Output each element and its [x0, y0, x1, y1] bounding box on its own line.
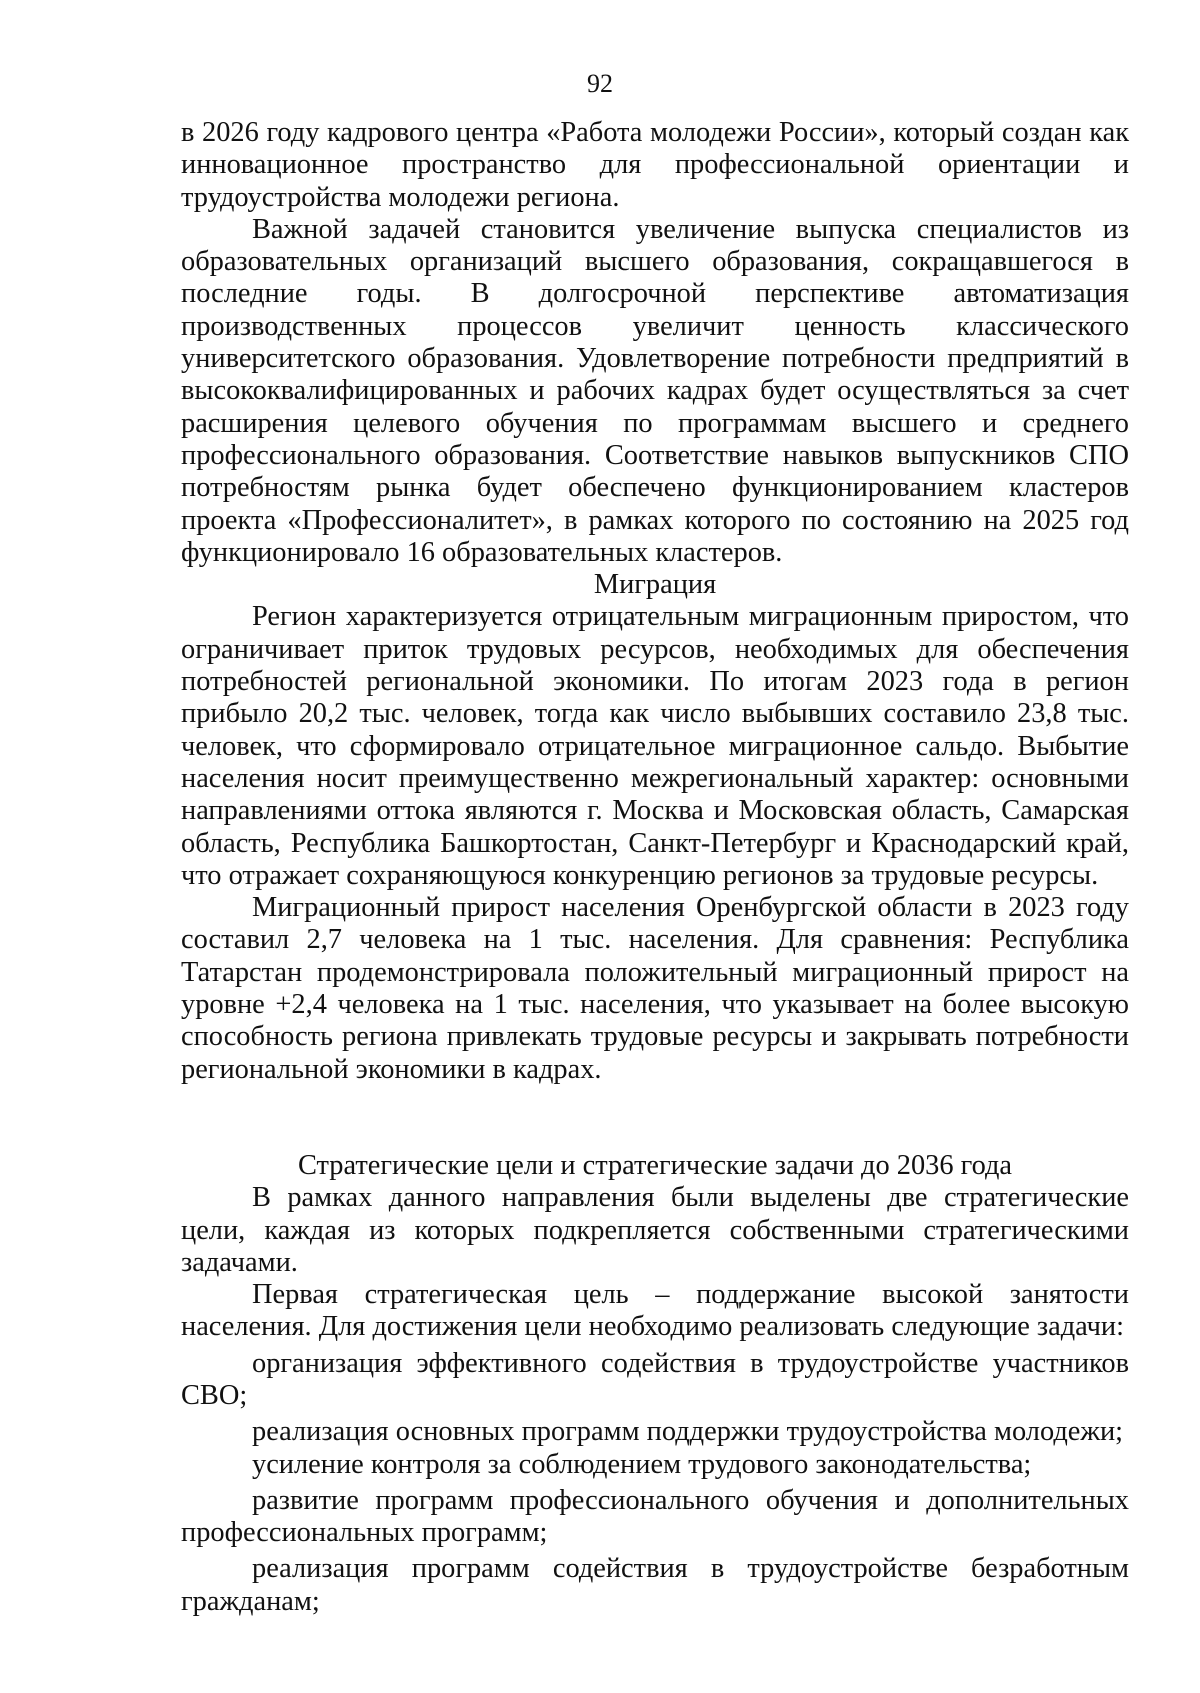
heading-strategic-goals: Стратегические цели и стратегические задачи до 2036 года	[297, 1149, 1013, 1181]
paragraph-graduates: Важной задачей становится увеличение выпуска специалистов из образовательных организаций высшего образования, сокращавшегося в последние годы. В долгосрочной перспективе автоматизация производственных процессов увеличит ценность классического университетского образования. Удовлетворение потребности предприятий в высококвалифицированных и рабочих кадрах будет осуществляться за счет расширения целевого обучения по программам высшего и среднего профессионального образования. Соответствие навыков выпускников СПО потребностям рынка будет обеспечено функционированием кластеров проекта «Профессионалитет», в рамках которого по состоянию на 2025 год функционировало 16 образовательных кластеров.	[181, 213, 1129, 568]
paragraph-migration-comparison: Миграционный прирост населения Оренбургской области в 2023 году составил 2,7 человека на 1 тыс. населения. Для сравнения: Республика Татарстан продемонстрировала положительный миграционный прирост на уровне +2,4 человека на 1 тыс. населения, что указывает на более высокую способность региона привлекать трудовые ресурсы и закрывать потребности региональной экономики в кадрах.	[181, 892, 1129, 1085]
page-number: 92	[587, 69, 613, 98]
task-list-item: организация эффективного содействия в трудоустройстве участников СВО;	[181, 1347, 1129, 1411]
paragraph-continuation: в 2026 году кадрового центра «Работа молодежи России», который создан как инновационное пространство для профессиональной ориентации и трудоустройства молодежи региона.	[181, 117, 1129, 213]
task-list-item: реализация основных программ поддержки трудоустройства молодежи;	[252, 1416, 1124, 1448]
task-list-item: реализация программ содействия в трудоустройстве безработным гражданам;	[181, 1553, 1129, 1617]
task-list-item: развитие программ профессионального обучения и дополнительных профессиональных программ;	[181, 1484, 1129, 1549]
paragraph-first-goal: Первая стратегическая цель – поддержание высокой занятости населения. Для достижения цели необходимо реализовать следующие задачи:	[181, 1279, 1129, 1343]
paragraph-migration-balance: Регион характеризуется отрицательным миграционным приростом, что ограничивает приток трудовых ресурсов, необходимых для обеспечения потребностей региональной экономики. По итогам 2023 года в регион прибыло 20,2 тыс. человек, тогда как число выбывших составило 23,8 тыс. человек, что сформировало отрицательное миграционное сальдо. Выбытие населения носит преимущественно межрегиональный характер: основными направлениями оттока являются г. Москва и Московская область, Самарская область, Республика Башкортостан, Санкт-Петербург и Краснодарский край, что отражает сохраняющуюся конкуренцию регионов за трудовые ресурсы.	[181, 601, 1129, 891]
document-body	[181, 117, 1129, 1618]
paragraph-goals-intro: В рамках данного направления были выделены две стратегические цели, каждая из которых подкрепляется собственными стратегическими задачами.	[181, 1182, 1129, 1278]
task-list-item: усиление контроля за соблюдением трудового законодательства;	[252, 1448, 1032, 1480]
heading-migration: Миграция	[593, 569, 717, 601]
